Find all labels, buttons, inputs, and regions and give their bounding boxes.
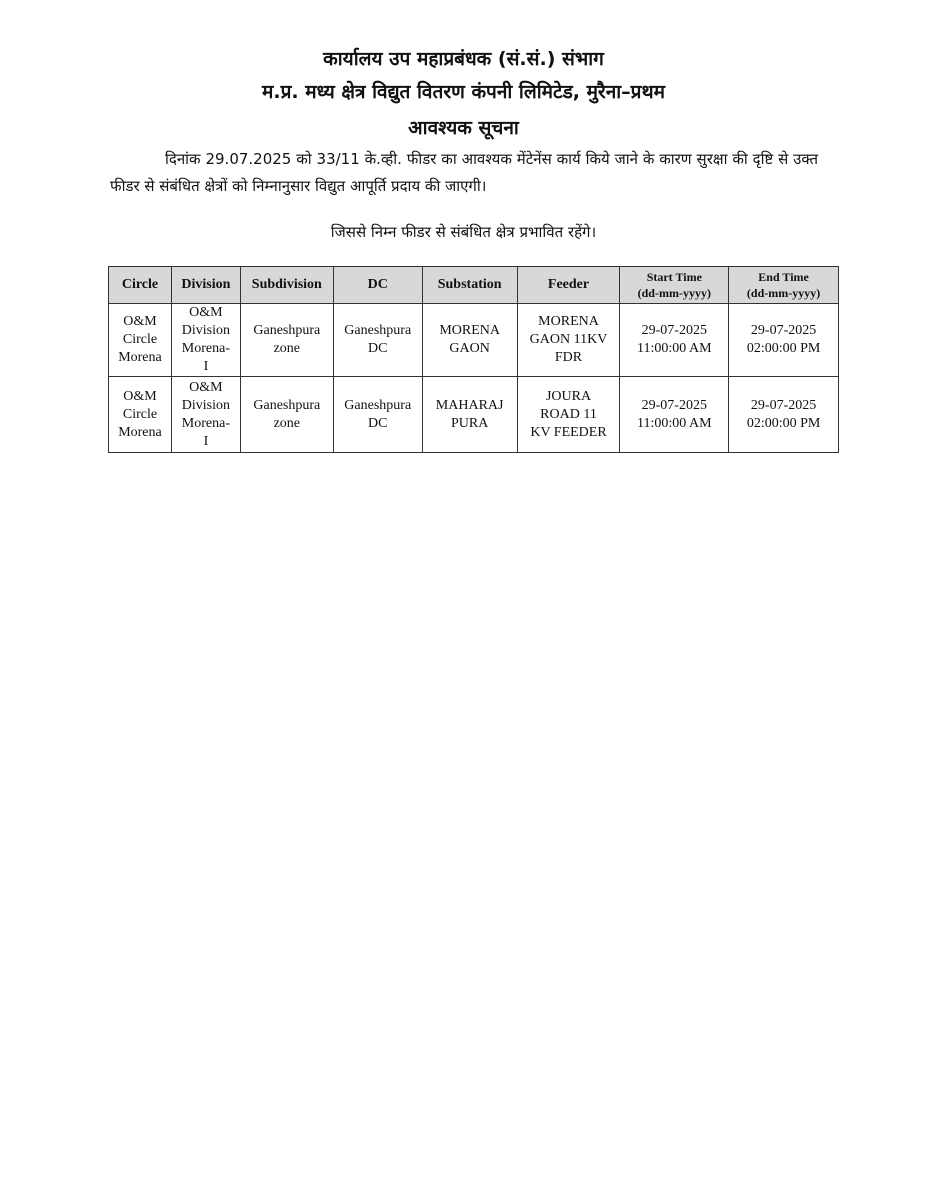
cell-line: DC	[368, 415, 388, 431]
cell-substation	[422, 304, 517, 377]
cell-line: 02:00:00 PM	[746, 341, 821, 356]
table-row	[109, 377, 839, 453]
cell-line: DC	[368, 341, 388, 356]
cell-line: 29-07-2025	[641, 397, 707, 413]
cell-line: Circle	[122, 332, 158, 347]
cell-end-time	[729, 304, 839, 377]
cell-line: FDR	[554, 350, 583, 365]
cell-line: MORENA	[538, 314, 599, 329]
cell-line: Morena	[118, 424, 162, 440]
cell-line: MAHARAJ	[435, 397, 504, 413]
outage-table	[108, 266, 839, 453]
header-feeder: Feeder	[517, 267, 620, 304]
cell-dc	[333, 377, 422, 453]
office-heading: कार्यालय उप महाप्रबंधक (सं.सं.) संभाग	[323, 48, 604, 70]
cell-line: KV FEEDER	[530, 424, 607, 440]
table-header-row	[109, 267, 839, 304]
header-substation: Substation	[422, 267, 517, 304]
cell-line: 02:00:00 PM	[746, 415, 821, 431]
cell-feeder	[517, 377, 620, 453]
cell-start-time	[620, 377, 729, 453]
header-start-time	[620, 267, 729, 304]
cell-line: zone	[273, 341, 301, 356]
header-end-time-label: End Time	[758, 270, 809, 284]
affected-statement: जिससे निम्न फीडर से संबंधित क्षेत्र प्रभावित रहेंगे।	[330, 223, 597, 241]
cell-feeder	[517, 304, 620, 377]
cell-line: GAON	[449, 341, 490, 356]
header-circle: Circle	[109, 267, 172, 304]
header-start-time-label: Start Time	[646, 270, 702, 284]
cell-line: Ganeshpura	[253, 323, 321, 338]
cell-line: Morena	[118, 350, 162, 365]
cell-division	[171, 304, 240, 377]
cell-line: Division	[181, 397, 231, 413]
cell-line: Circle	[122, 406, 158, 422]
cell-circle	[109, 377, 172, 453]
cell-subdivision	[240, 304, 333, 377]
cell-line: 29-07-2025	[750, 323, 817, 338]
cell-line: JOURA	[545, 388, 592, 404]
cell-line: O&M	[123, 388, 157, 404]
header-end-time-format: (dd-mm-yyyy)	[746, 286, 821, 300]
header-end-time	[729, 267, 839, 304]
cell-line: Morena-	[181, 415, 230, 431]
cell-division	[171, 377, 240, 453]
cell-start-time	[620, 304, 729, 377]
cell-line: GAON 11KV	[529, 332, 608, 347]
cell-dc	[333, 304, 422, 377]
company-heading: म.प्र. मध्य क्षेत्र विद्युत वितरण कंपनी लिमिटेड, मुरैना–प्रथम	[262, 81, 665, 103]
cell-circle	[109, 304, 172, 377]
cell-line: MORENA	[439, 323, 500, 338]
cell-subdivision	[240, 377, 333, 453]
cell-line: O&M	[189, 305, 223, 320]
cell-line: Division	[181, 323, 231, 338]
cell-line: 11:00:00 AM	[637, 415, 712, 431]
cell-line: PURA	[450, 415, 489, 431]
cell-line: 11:00:00 AM	[637, 341, 712, 356]
header-subdivision: Subdivision	[240, 267, 333, 304]
cell-line: 29-07-2025	[641, 323, 707, 338]
cell-line: I	[203, 359, 209, 374]
header-start-time-format: (dd-mm-yyyy)	[637, 286, 711, 300]
cell-end-time	[729, 377, 839, 453]
cell-line: Ganeshpura	[253, 397, 321, 413]
cell-line: I	[203, 433, 209, 449]
cell-line: O&M	[123, 314, 157, 329]
cell-line: zone	[273, 415, 301, 431]
header-dc: DC	[333, 267, 422, 304]
cell-line: Ganeshpura	[344, 323, 412, 338]
notice-body: दिनांक 29.07.2025 को 33/11 के.व्ही. फीडर का आवश्यक मेंटेनेंस कार्य किये जाने के कारण सुरक्षा की दृष्टि से उक्त फीडर से संबंधित क्षेत्रों को निम्नानुसार विद्युत आपूर्ति प्रदाय की जाएगी।	[110, 150, 818, 195]
cell-line: ROAD 11	[540, 406, 597, 422]
cell-line: Morena-	[181, 341, 230, 356]
cell-line: O&M	[189, 379, 223, 395]
header-division: Division	[171, 267, 240, 304]
cell-substation	[422, 377, 517, 453]
notice-title: आवश्यक सूचना	[408, 117, 519, 139]
cell-line: 29-07-2025	[750, 397, 817, 413]
cell-line: Ganeshpura	[344, 397, 412, 413]
table-row	[109, 304, 839, 377]
